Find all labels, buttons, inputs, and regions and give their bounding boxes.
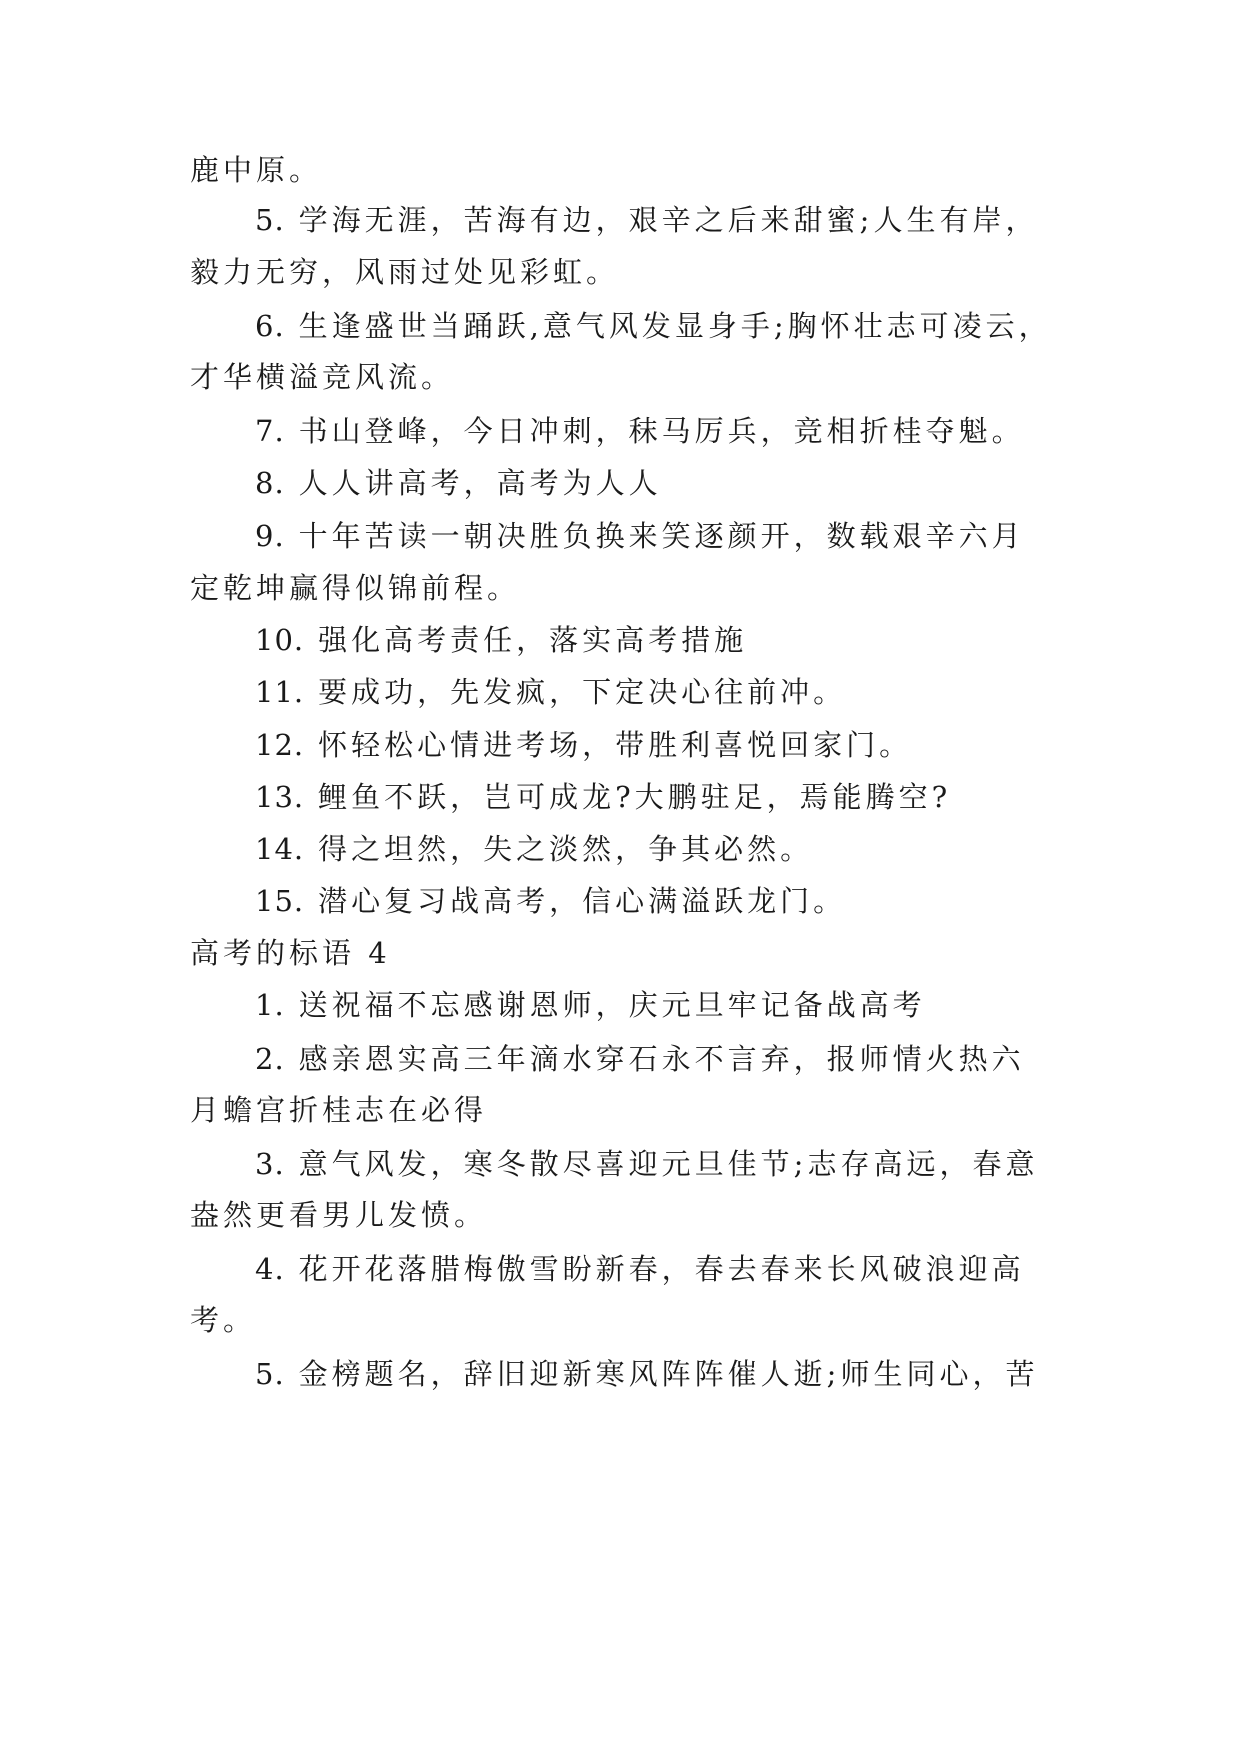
list-item: 14. 得之坦然，失之淡然，争其必然。 [255,832,814,866]
list-item: 8. 人人讲高考，高考为人人 [255,466,662,500]
list-item: 1. 送祝福不忘感谢恩师，庆元旦牢记备战高考 [255,988,926,1022]
list-item: 2. 感亲恩实高三年滴水穿石永不言弃，报师情火热六 [255,1042,1025,1076]
text-line: 才华横溢竞风流。 [190,360,455,394]
list-item: 15. 潜心复习战高考，信心满溢跃龙门。 [255,884,847,918]
list-item: 5. 学海无涯，苦海有边，艰辛之后来甜蜜;人生有岸， [255,203,1039,237]
text-line: 月蟾宫折桂志在必得 [190,1093,488,1127]
text-line: 定乾坤赢得似锦前程。 [190,571,521,605]
list-item: 9. 十年苦读一朝决胜负换来笑逐颜开，数载艰辛六月 [255,519,1025,553]
text-line: 毅力无穷，风雨过处见彩虹。 [190,255,620,289]
text-line: 考。 [190,1303,257,1337]
text-line: 鹿中原。 [190,153,323,187]
list-item: 10. 强化高考责任，落实高考措施 [255,623,748,657]
text-line: 盎然更看男儿发愤。 [190,1198,488,1232]
section-heading: 高考的标语 4 [190,936,391,970]
list-item: 5. 金榜题名，辞旧迎新寒风阵阵催人逝;师生同心，苦 [255,1357,1039,1391]
list-item: 13. 鲤鱼不跃，岂可成龙?大鹏驻足，焉能腾空? [255,780,952,814]
list-item: 4. 花开花落腊梅傲雪盼新春，春去春来长风破浪迎高 [255,1252,1025,1286]
list-item: 11. 要成功，先发疯，下定决心往前冲。 [255,675,847,709]
list-item: 12. 怀轻松心情进考场，带胜利喜悦回家门。 [255,728,913,762]
list-item: 6. 生逢盛世当踊跃,意气风发显身手;胸怀壮志可凌云， [255,309,1052,343]
list-item: 3. 意气风发，寒冬散尽喜迎元旦佳节;志存高远，春意 [255,1147,1039,1181]
list-item: 7. 书山登峰，今日冲刺，秣马厉兵，竞相折桂夺魁。 [255,414,1025,448]
